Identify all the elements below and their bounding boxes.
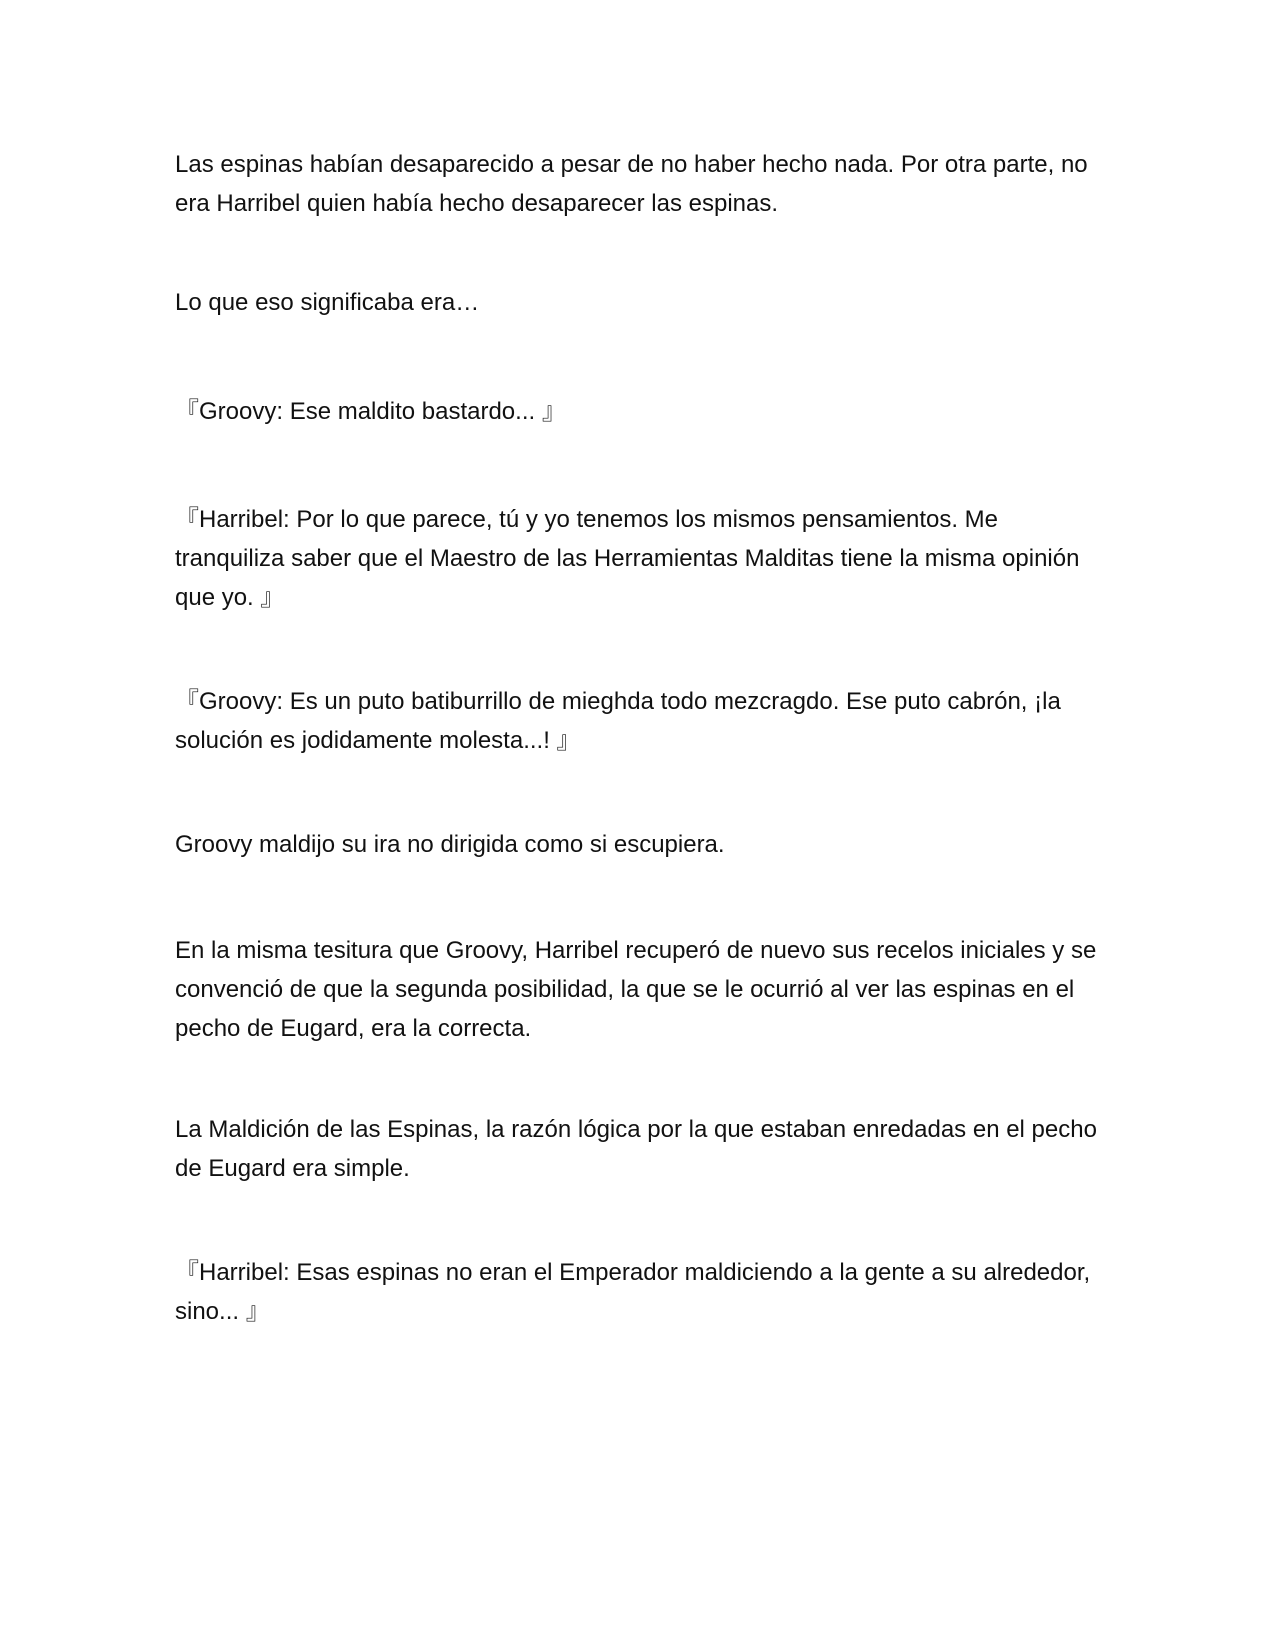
paragraph-dialogue-groovy-1: 『Groovy: Ese maldito bastardo... 』 xyxy=(175,398,566,425)
paragraph-narration-3: Groovy maldijo su ira no dirigida como si escupiera. xyxy=(175,831,725,858)
paragraph-dialogue-groovy-2: 『Groovy: Es un puto batiburrillo de mieghda todo mezcragdo. Ese puto cabrón, ¡la solución es jodidamente molesta...! 』 xyxy=(175,688,1061,754)
paragraph-narration-2: Lo que eso significaba era… xyxy=(175,289,480,316)
paragraph-narration-5: La Maldición de las Espinas, la razón lógica por la que estaban enredadas en el pecho de Eugard era simple. xyxy=(175,1116,1097,1182)
paragraph-dialogue-harribel-2: 『Harribel: Esas espinas no eran el Emperador maldiciendo a la gente a su alrededor, sino... 』 xyxy=(175,1259,1091,1325)
paragraph-narration-1: Las espinas habían desaparecido a pesar de no haber hecho nada. Por otra parte, no era Harribel quien había hecho desaparecer las espinas. xyxy=(175,151,1088,217)
paragraph-dialogue-harribel-1: 『Harribel: Por lo que parece, tú y yo tenemos los mismos pensamientos. Me tranquiliza saber que el Maestro de las Herramientas Malditas tiene la misma opinión que yo. 』 xyxy=(175,506,1080,611)
paragraph-narration-4: En la misma tesitura que Groovy, Harribel recuperó de nuevo sus recelos iniciales y se convenció de que la segunda posibilidad, la que se le ocurrió al ver las espinas en el pecho de Eugard, era la correcta. xyxy=(175,937,1097,1042)
